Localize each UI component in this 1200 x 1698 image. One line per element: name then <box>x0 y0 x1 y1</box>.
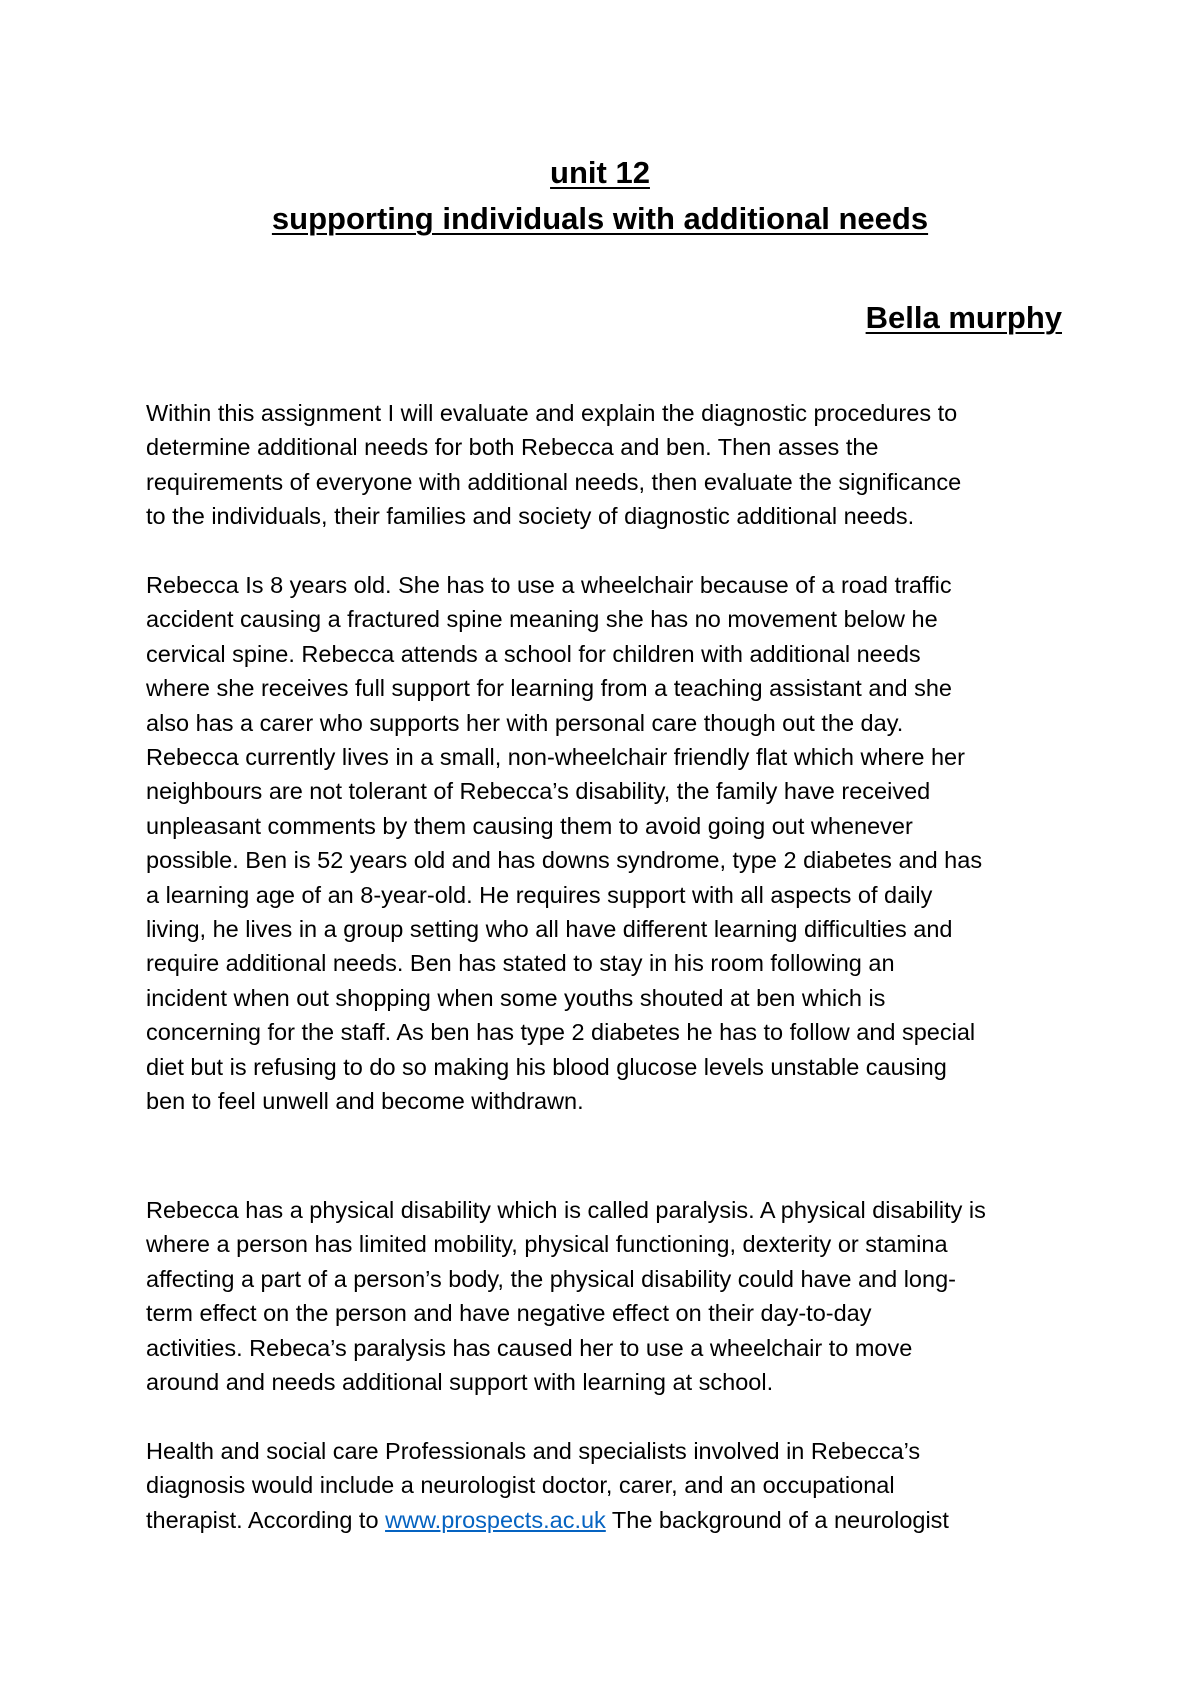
paragraph-line: ben to feel unwell and become withdrawn. <box>146 1088 584 1115</box>
title-subject: supporting individuals with additional needs <box>271 201 929 236</box>
paragraph-line: possible. Ben is 52 years old and has downs syndrome, type 2 diabetes and has <box>146 847 983 874</box>
paragraph-line: where a person has limited mobility, physical functioning, dexterity or stamina <box>146 1231 948 1258</box>
paragraph-line: diet but is refusing to do so making his blood glucose levels unstable causing <box>146 1053 947 1080</box>
paragraph-physical-disability <box>146 1193 1076 1399</box>
paragraph-professionals <box>146 1434 1076 1537</box>
author-name: Bella murphy <box>865 300 1062 335</box>
paragraph-line: Rebecca Is 8 years old. She has to use a wheelchair because of a road traffic <box>146 572 952 598</box>
paragraph-line: Rebecca has a physical disability which is called paralysis. A physical disability is <box>146 1197 986 1223</box>
paragraph-line: neighbours are not tolerant of Rebecca’s disability, the family have received <box>146 778 931 805</box>
prospects-link[interactable]: www.prospects.ac.uk <box>385 1506 606 1533</box>
paragraph-line: requirements of everyone with additional needs, then evaluate the significance <box>146 468 962 495</box>
paragraph-line: activities. Rebeca’s paralysis has caused her to use a wheelchair to move <box>146 1334 913 1361</box>
paragraph-line: incident when out shopping when some youths shouted at ben which is <box>146 984 886 1011</box>
paragraph-line: around and needs additional support with learning at school. <box>146 1369 774 1396</box>
document-title <box>0 150 1200 242</box>
paragraph-line: concerning for the staff. As ben has type 2 diabetes he has to follow and special <box>146 1019 976 1046</box>
paragraph-line: diagnosis would include a neurologist doctor, carer, and an occupational <box>146 1472 895 1499</box>
paragraph-case-studies <box>146 568 1076 1119</box>
paragraph-line: unpleasant comments by them causing them to avoid going out whenever <box>146 812 913 839</box>
link-suffix-text: The background of a neurologist <box>605 1506 949 1533</box>
paragraph-line-with-link <box>146 1503 1076 1537</box>
paragraph-line: Health and social care Professionals and specialists involved in Rebecca’s <box>146 1438 921 1464</box>
link-prefix-text: therapist. According to <box>146 1506 386 1533</box>
paragraph-line: a learning age of an 8-year-old. He requires support with all aspects of daily <box>146 881 933 908</box>
paragraph-line: to the individuals, their families and society of diagnostic additional needs. <box>146 503 915 530</box>
paragraph-introduction <box>146 396 1076 534</box>
paragraph-line: affecting a part of a person’s body, the physical disability could have and long- <box>146 1265 956 1292</box>
paragraph-line: where she receives full support for learning from a teaching assistant and she <box>146 675 952 702</box>
paragraph-line: accident causing a fractured spine meaning she has no movement below he <box>146 606 938 633</box>
paragraph-line: term effect on the person and have negative effect on their day-to-day <box>146 1300 872 1327</box>
paragraph-line: Within this assignment I will evaluate and explain the diagnostic procedures to <box>146 400 958 426</box>
paragraph-line: require additional needs. Ben has stated to stay in his room following an <box>146 950 895 977</box>
paragraph-line: also has a carer who supports her with personal care though out the day. <box>146 709 904 736</box>
paragraph-line: determine additional needs for both Rebecca and ben. Then asses the <box>146 434 879 461</box>
paragraph-line: Rebecca currently lives in a small, non-wheelchair friendly flat which where her <box>146 744 965 771</box>
paragraph-line: cervical spine. Rebecca attends a school for children with additional needs <box>146 640 921 667</box>
title-unit: unit 12 <box>550 155 650 190</box>
paragraph-line: living, he lives in a group setting who all have different learning difficulties and <box>146 916 953 943</box>
